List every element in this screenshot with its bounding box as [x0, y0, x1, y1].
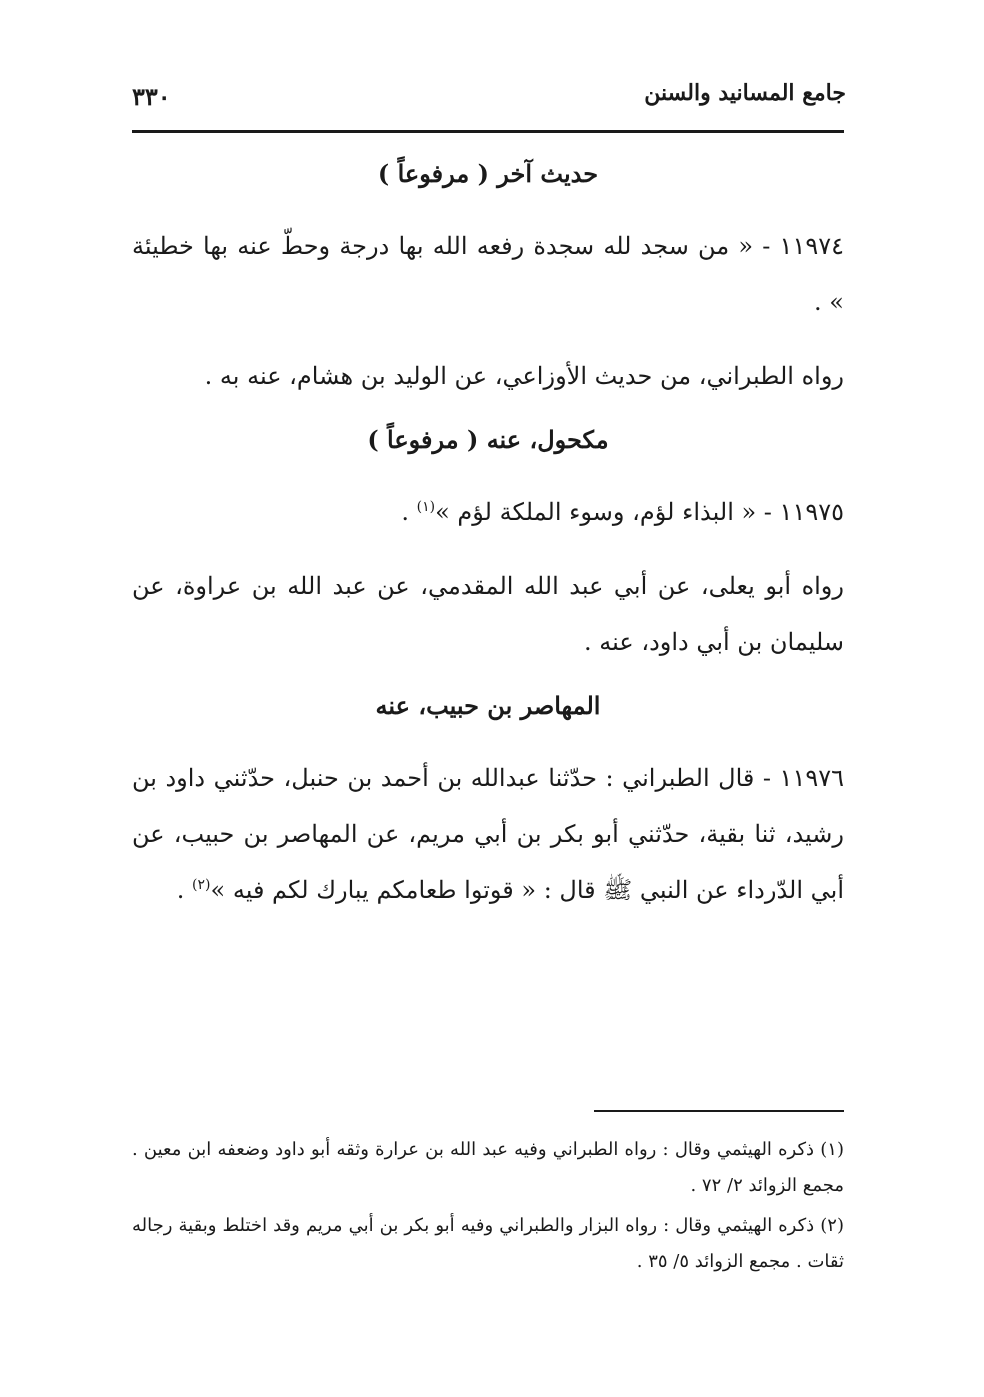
page-number: ٣٣٠ [132, 82, 171, 111]
hadith-11976-text: ١١٩٧٦ - قال الطبراني : حدّثنا عبدالله بن أحمد بن حنبل، حدّثني داود بن رشيد، ثنا بقية، حدّثني أبو بكر بن أبي مريم، عن المهاصر بن حبيب، عن أبي الدّرداء عن النبي ﷺ قال : « قوتوا طعامكم يبارك لكم فيه » [132, 764, 844, 904]
footnote-marker-2: (٢) [192, 877, 211, 893]
narration-11975: رواه أبو يعلى، عن أبي عبد الله المقدمي، عن عبد الله بن عراوة، عن سليمان بن أبي داود، عنه . [132, 572, 844, 656]
header-rule [132, 130, 844, 133]
section-heading-3: المهاصر بن حبيب، عنه [375, 691, 601, 720]
footnotes [132, 1132, 844, 1284]
footnote-2: (٢) ذكره الهيثمي وقال : رواه البزار والطبراني وفيه أبو بكر بن أبي مريم وقد اختلط وبقية رجاله ثقات . مجمع الزوائد ٥/ ٣٥ . [132, 1215, 844, 1272]
main-text [132, 150, 844, 936]
footnote-rule [594, 1110, 844, 1112]
running-title: جامع المسانيد والسنن [644, 80, 846, 106]
narration-11974: رواه الطبراني، من حديث الأوزاعي، عن الوليد بن هشام، عنه به . [204, 362, 844, 390]
section-heading-2: مكحول، عنه ( مرفوعاً ) [367, 425, 609, 454]
section-heading-1: حديث آخر ( مرفوعاً ) [377, 159, 599, 188]
hadith-11975-end: . [401, 498, 417, 526]
hadith-11974: ١١٩٧٤ - « من سجد لله سجدة رفعه الله بها درجة وحطّ عنه بها خطيئة » . [132, 232, 844, 316]
hadith-11975-text: ١١٩٧٥ - « البذاء لؤم، وسوء الملكة لؤم » [435, 498, 844, 526]
footnote-1: (١) ذكره الهيثمي وقال : رواه الطبراني وفيه عبد الله بن عرارة وثقه أبو داود وضعفه ابن معين . مجمع الزوائد ٢/ ٧٢ . [132, 1139, 844, 1196]
hadith-11975 [132, 484, 844, 540]
hadith-11976-end: . [176, 876, 193, 904]
hadith-11976 [132, 750, 844, 918]
footnote-marker-1: (١) [416, 499, 436, 515]
